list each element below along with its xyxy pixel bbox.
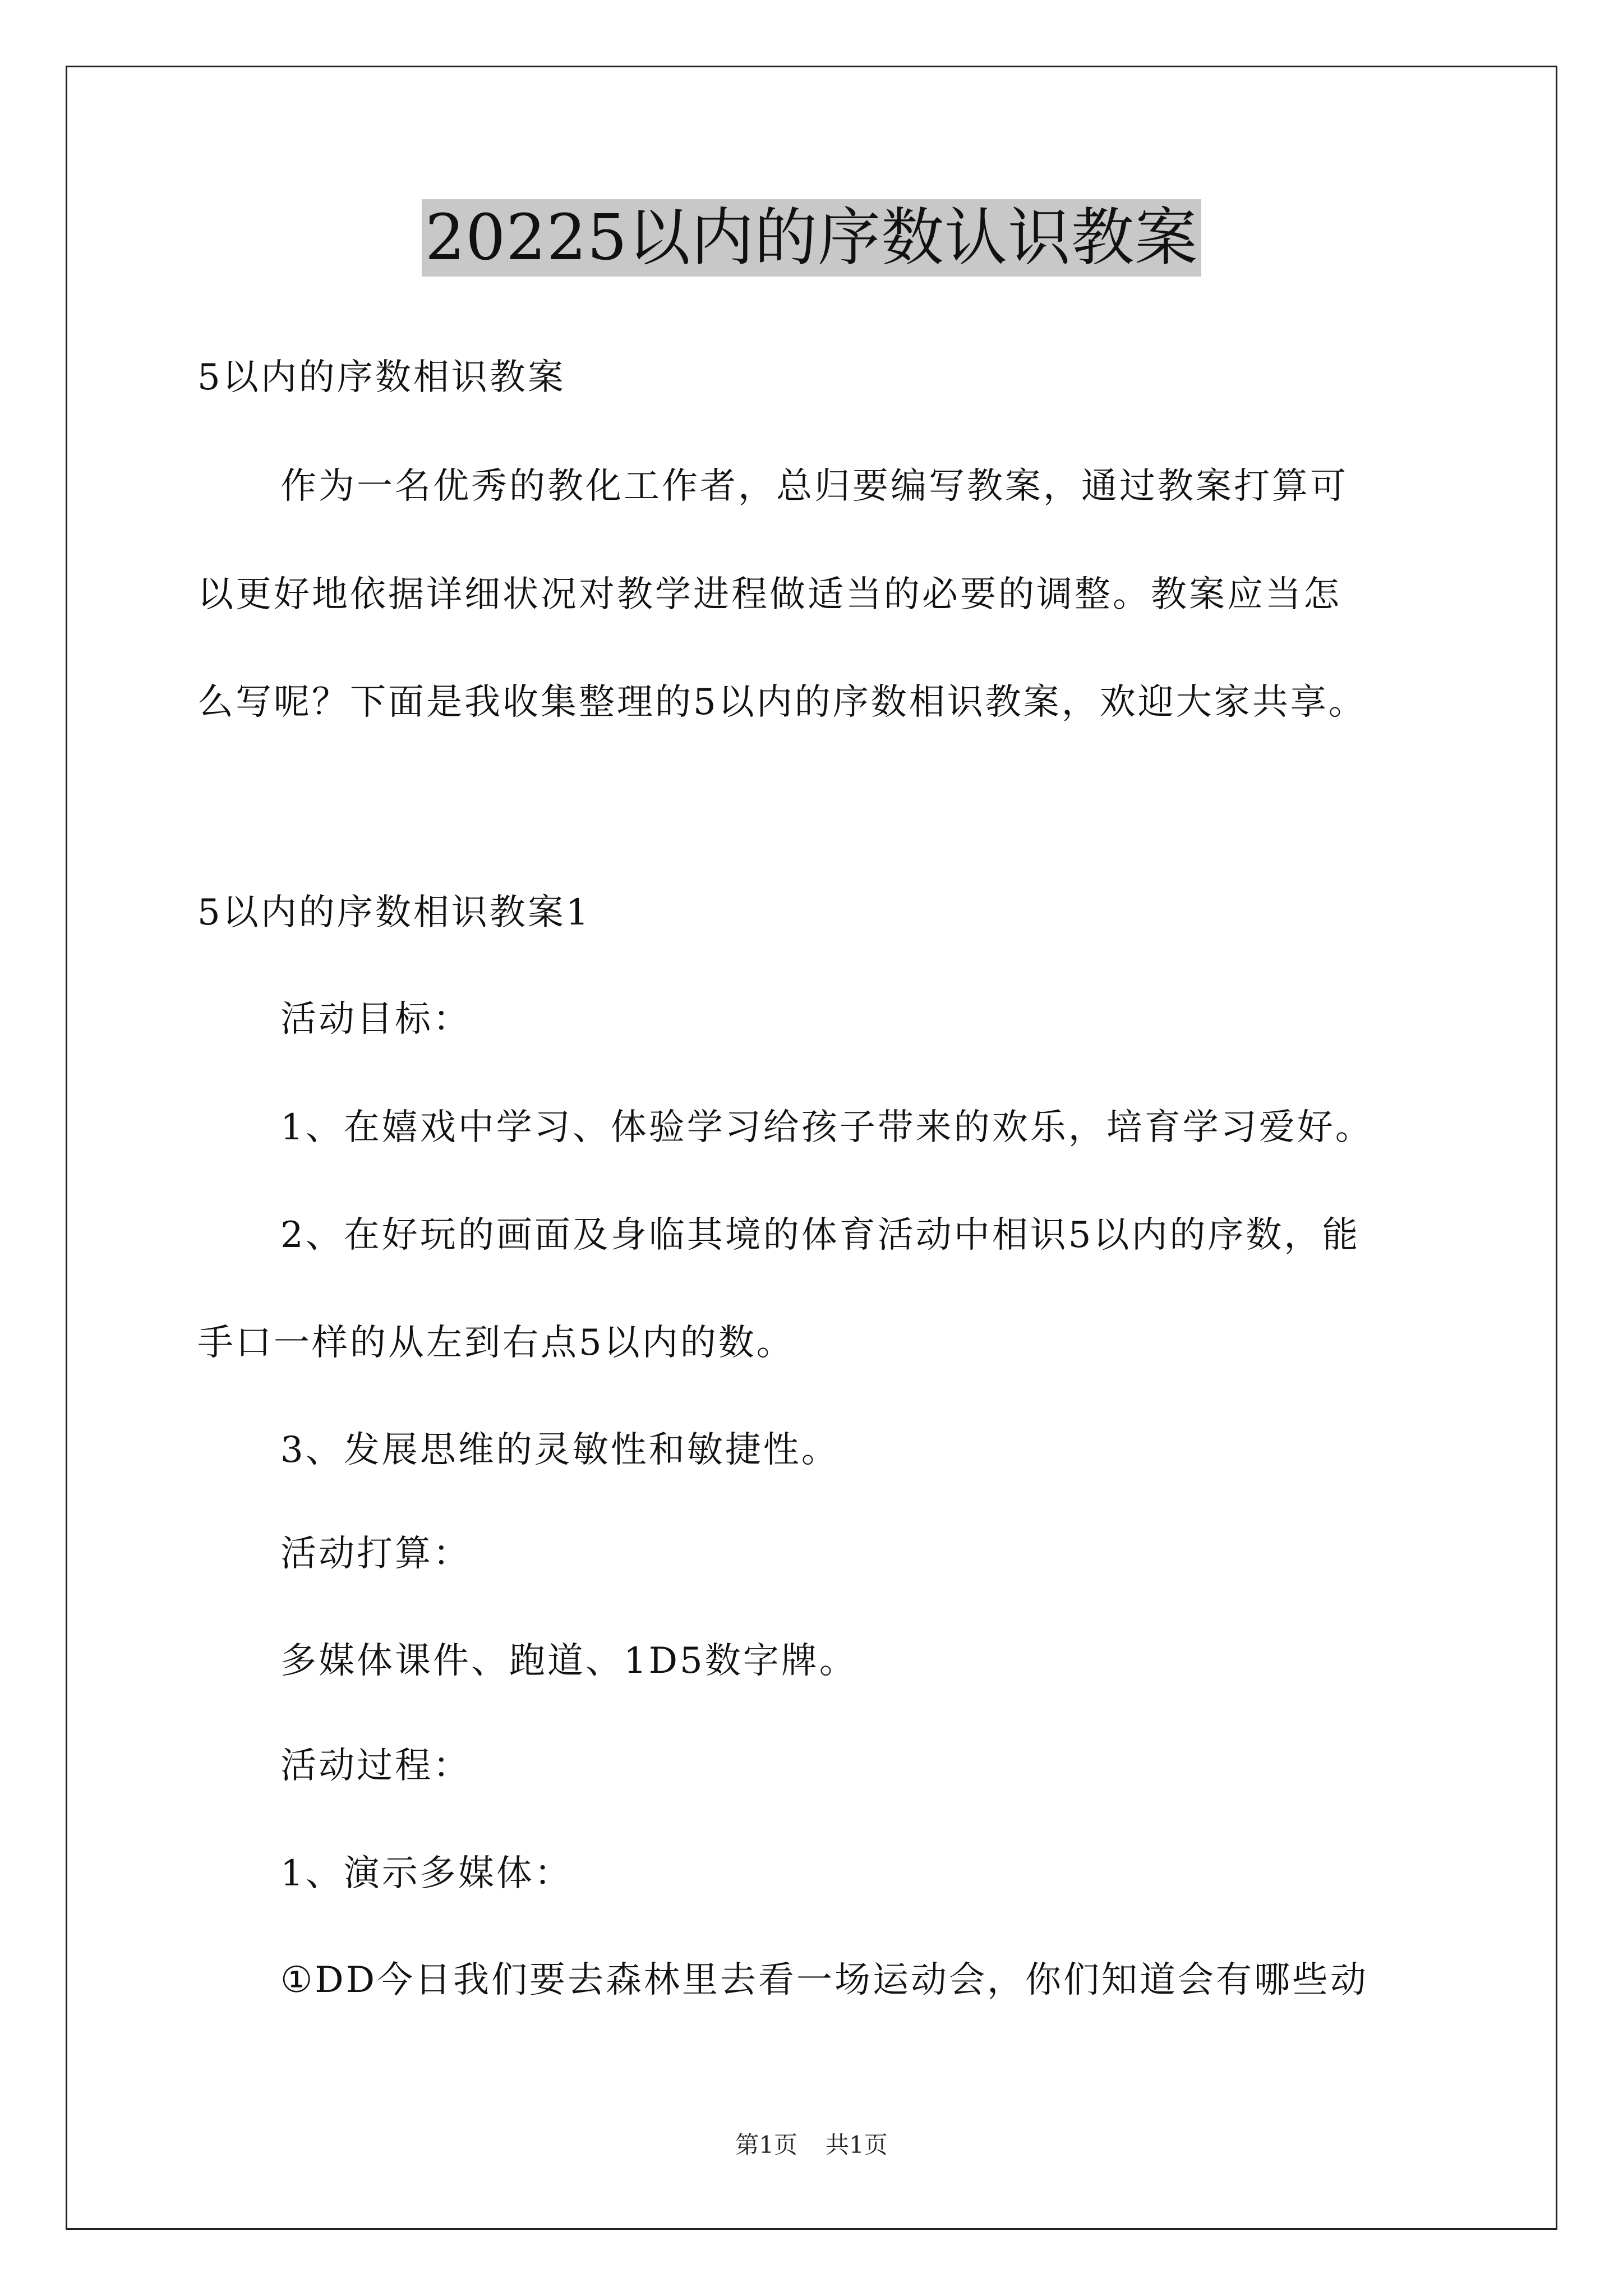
goal-1: 1、在嬉戏中学习、体验学习给孩子带来的欢乐，培育学习爱好。 — [280, 1107, 1373, 1148]
process-step-1: 1、演示多媒体： — [280, 1853, 573, 1894]
process-heading: 活动过程： — [280, 1745, 471, 1787]
goal-3: 3、发展思维的灵敏性和敏捷性。 — [280, 1429, 840, 1471]
document-title: 20225以内的序数认识教案 — [422, 199, 1201, 277]
process-step-1-text: ①DD今日我们要去森林里去看一场运动会，你们知道会有哪些动 — [280, 1959, 1368, 2001]
prep-items: 多媒体课件、跑道、1D5数字牌。 — [280, 1640, 857, 1682]
intro-line-1: 作为一名优秀的教化工作者，总归要编写教案，通过教案打算可 — [280, 466, 1348, 507]
goal-2-line-2: 手口一样的从左到右点5以内的数。 — [197, 1322, 795, 1364]
title-container — [0, 199, 1623, 277]
page-footer — [0, 2131, 1623, 2160]
intro-line-3: 么写呢？下面是我收集整理的5以内的序数相识教案，欢迎大家共享。 — [197, 682, 1367, 723]
goals-heading: 活动目标： — [280, 999, 471, 1040]
page-number: 第1页 — [735, 2131, 797, 2159]
page-total: 共1页 — [826, 2131, 888, 2159]
intro-line-2: 以更好地依据详细状况对教学进程做适当的必要的调整。教案应当怎 — [197, 574, 1341, 615]
document-subtitle: 5以内的序数相识教案 — [197, 357, 566, 398]
goal-2-line-1: 2、在好玩的画面及身临其境的体育活动中相识5以内的序数，能 — [280, 1214, 1361, 1256]
section-heading: 5以内的序数相识教案1 — [197, 892, 591, 933]
prep-heading: 活动打算： — [280, 1533, 471, 1575]
